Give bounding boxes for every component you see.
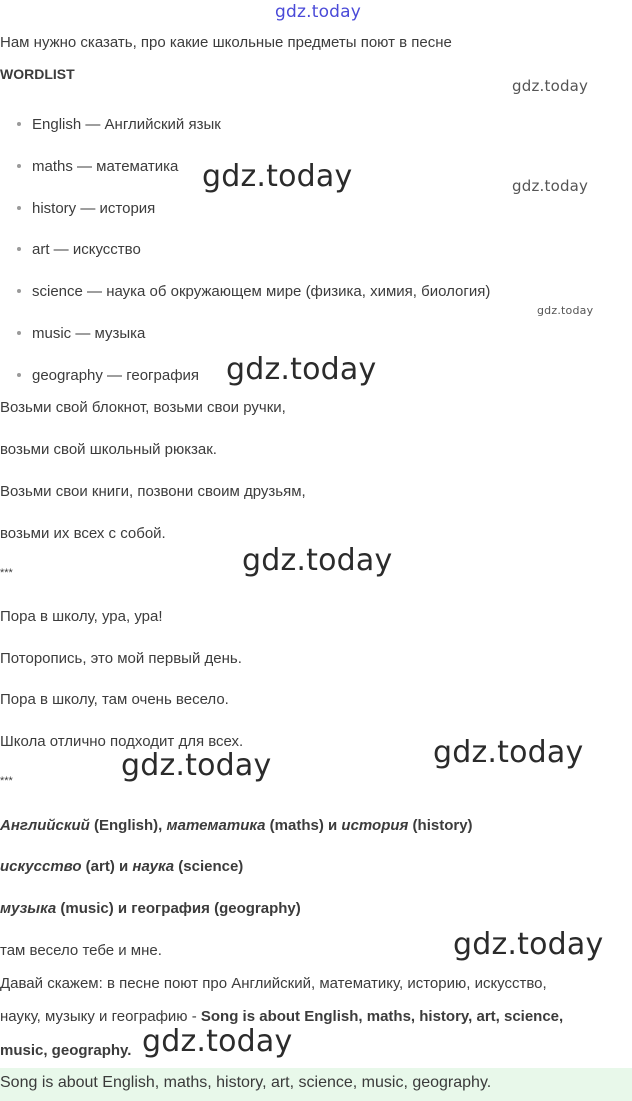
subjects-line: искусство (art) и наука (science) xyxy=(0,858,244,875)
bullet-icon xyxy=(17,247,21,251)
intro-text: Нам нужно сказать, про какие школьные предметы поют в песне xyxy=(0,34,452,51)
bullet-icon xyxy=(17,206,21,210)
watermark-top: gdz.today xyxy=(275,2,362,22)
bullet-icon xyxy=(17,122,21,126)
verse-line: Возьми свои книги, позвони своим друзьям, xyxy=(0,483,306,500)
watermark: gdz.today xyxy=(202,159,353,194)
verse-line: Поторопись, это мой первый день. xyxy=(0,650,242,667)
watermark: gdz.today xyxy=(226,352,377,387)
conclusion-line: music, geography. xyxy=(0,1042,132,1059)
watermark: gdz.today xyxy=(242,543,393,578)
bullet-icon xyxy=(17,373,21,377)
conclusion-line: Давай скажем: в песне поют про Английский, математику, историю, искусство, xyxy=(0,975,547,992)
watermark: gdz.today xyxy=(512,77,589,95)
subjects-line: Английский (English), математика (maths) и история (history) xyxy=(0,817,473,834)
bullet-icon xyxy=(17,331,21,335)
verse-line: Школа отлично подходит для всех. xyxy=(0,733,244,750)
list-item: geography — география xyxy=(17,366,199,386)
subjects-line: там весело тебе и мне. xyxy=(0,942,162,959)
answer-text: Song is about English, maths, history, art, science, music, geography. xyxy=(0,1074,492,1091)
verse-line: Пора в школу, ура, ура! xyxy=(0,608,163,625)
watermark: gdz.today xyxy=(453,927,604,962)
list-item: English — Английский язык xyxy=(17,115,221,135)
watermark: gdz.today xyxy=(433,735,584,770)
answer-box xyxy=(0,1068,632,1101)
watermark: gdz.today xyxy=(512,177,589,195)
list-item: art — искусство xyxy=(17,240,141,260)
bullet-icon xyxy=(17,164,21,168)
separator: *** xyxy=(0,567,13,579)
verse-line: Пора в школу, там очень весело. xyxy=(0,691,229,708)
watermark: gdz.today xyxy=(142,1024,293,1059)
verse-line: возьми свой школьный рюкзак. xyxy=(0,441,217,458)
bullet-icon xyxy=(17,289,21,293)
verse-line: Возьми свой блокнот, возьми свои ручки, xyxy=(0,399,286,416)
list-item: history — история xyxy=(17,199,155,219)
list-item: music — музыка xyxy=(17,324,145,344)
list-item: science — наука об окружающем мире (физика, химия, биология) xyxy=(17,282,490,302)
subjects-line: музыка (music) и география (geography) xyxy=(0,900,301,917)
separator: *** xyxy=(0,775,13,787)
conclusion-line: науку, музыку и географию - Song is about English, maths, history, art, science, xyxy=(0,1008,564,1025)
list-item: maths — математика xyxy=(17,157,178,177)
wordlist-heading: WORDLIST xyxy=(0,66,75,82)
verse-line: возьми их всех с собой. xyxy=(0,525,166,542)
watermark: gdz.today xyxy=(537,304,594,317)
watermark: gdz.today xyxy=(121,748,272,783)
